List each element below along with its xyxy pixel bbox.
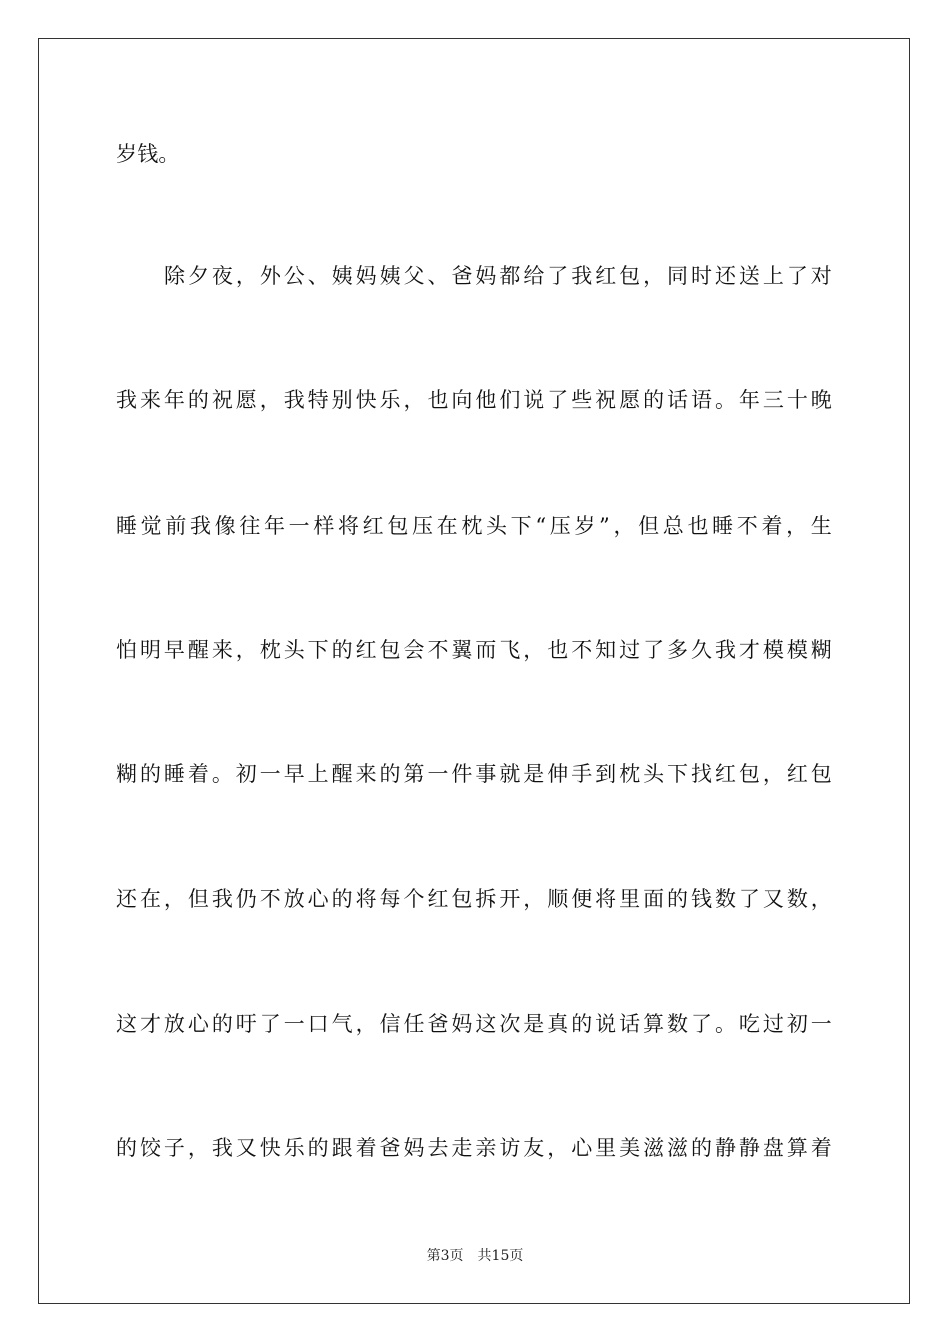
text-line-6: 糊的睡着。初一早上醒来的第一件事就是伸手到枕头下找红包，红包 xyxy=(116,762,832,786)
text-line-9: 的饺子，我又快乐的跟着爸妈去走亲访友，心里美滋滋的静静盘算着 xyxy=(116,1136,832,1160)
text-line-8: 这才放心的吁了一口气，信任爸妈这次是真的说话算数了。吃过初一 xyxy=(116,1012,832,1036)
page-border xyxy=(38,38,910,1304)
text-line-5: 怕明早醒来，枕头下的红包会不翼而飞，也不知过了多久我才模模糊 xyxy=(116,638,832,662)
text-line-2: 除夕夜，外公、姨妈姨父、爸妈都给了我红包，同时还送上了对 xyxy=(164,264,832,288)
text-line-7: 还在，但我仍不放心的将每个红包拆开，顺便将里面的钱数了又数， xyxy=(116,887,832,911)
page-footer xyxy=(0,1246,950,1266)
text-line-4: 睡觉前我像往年一样将红包压在枕头下“压岁”，但总也睡不着，生 xyxy=(116,514,832,538)
page-total: 共15页 xyxy=(477,1248,524,1264)
text-line-1: 岁钱。 xyxy=(116,142,180,166)
page-number: 第3页 xyxy=(426,1248,464,1264)
text-line-3: 我来年的祝愿，我特别快乐，也向他们说了些祝愿的话语。年三十晚 xyxy=(116,388,832,412)
